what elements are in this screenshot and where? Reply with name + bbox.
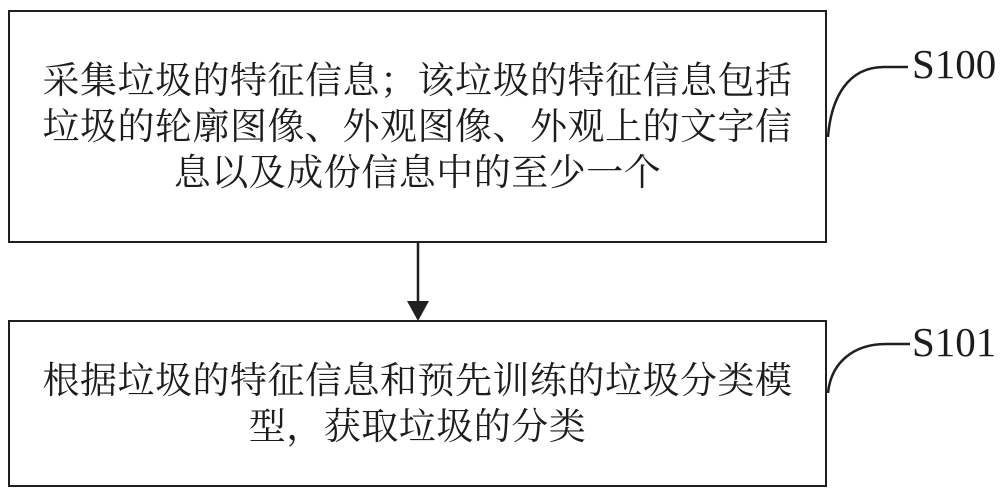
step-s100-text-line-3: 息以及成份信息中的至少一个 — [173, 150, 662, 194]
step-label-s101: S101 — [912, 319, 997, 365]
step-box-s101 — [8, 320, 827, 487]
s100-leader-line — [828, 67, 908, 137]
step-s101-text-line-1: 根据垃圾的特征信息和预先训练的垃圾分类模 — [42, 358, 793, 402]
step-box-s100 — [8, 10, 827, 243]
step-s101-text-line-2: 型，获取垃圾的分类 — [248, 404, 587, 448]
step-label-s100: S100 — [912, 41, 997, 87]
s101-leader-line — [828, 344, 910, 393]
step-s100-text-line-1: 采集垃圾的特征信息；该垃圾的特征信息包括 — [42, 58, 793, 102]
flow-arrow-head — [407, 301, 429, 321]
step-s100-text-line-2: 垃圾的轮廓图像、外观图像、外观上的文字信 — [42, 104, 793, 148]
